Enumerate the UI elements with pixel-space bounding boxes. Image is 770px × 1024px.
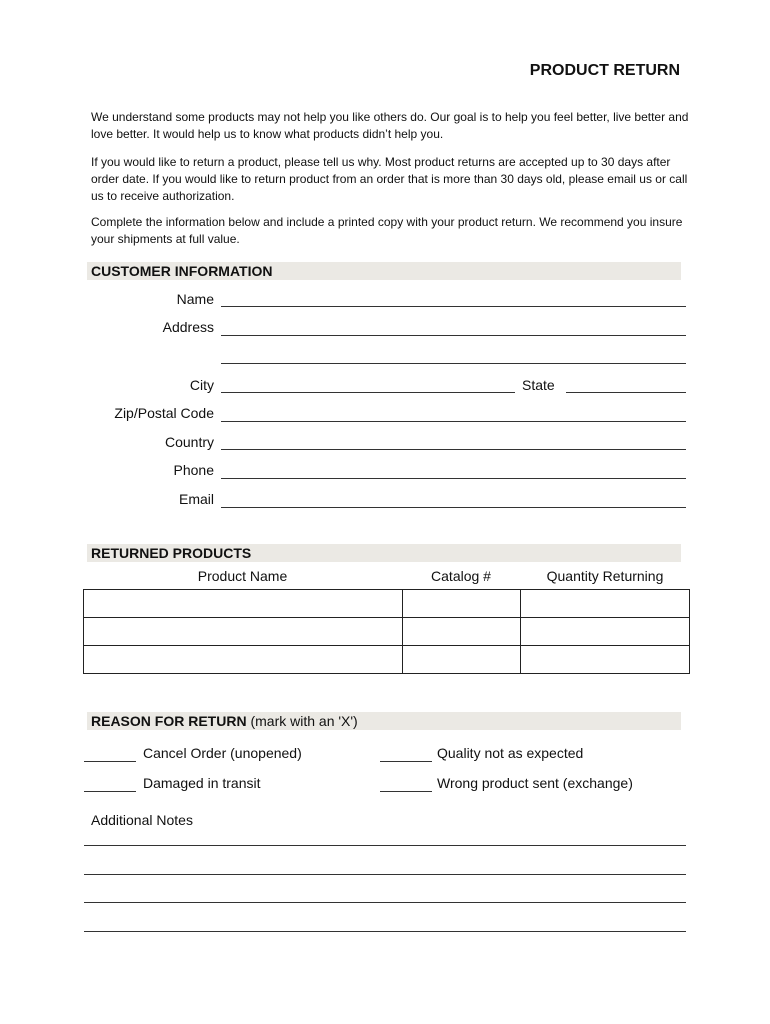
name-field[interactable] — [221, 306, 686, 307]
address-line-1-field[interactable] — [221, 335, 686, 336]
catalog-number-cell[interactable] — [403, 646, 521, 674]
notes-line-3[interactable] — [84, 902, 686, 903]
country-label: Country — [164, 434, 214, 450]
wrong-product-mark-field[interactable] — [380, 791, 432, 792]
product-name-cell[interactable] — [84, 590, 403, 618]
zip-field[interactable] — [221, 421, 686, 422]
name-label: Name — [176, 291, 214, 307]
email-field[interactable] — [221, 507, 686, 508]
products-section-heading: RETURNED PRODUCTS — [91, 545, 252, 561]
quality-label: Quality not as expected — [437, 745, 584, 761]
cancel-order-mark-field[interactable] — [84, 761, 136, 762]
intro-paragraph-3: Complete the information below and include a printed copy with your product return. We recommend you insure your shipments at full value. — [91, 215, 683, 246]
city-label: City — [189, 377, 214, 393]
email-label: Email — [178, 491, 214, 507]
quantity-cell[interactable] — [521, 646, 690, 674]
city-field[interactable] — [221, 392, 515, 393]
table-row — [84, 590, 690, 618]
product-name-cell[interactable] — [84, 646, 403, 674]
reason-heading-text: REASON FOR RETURN — [91, 713, 247, 729]
phone-label: Phone — [173, 462, 214, 478]
quantity-cell[interactable] — [521, 590, 690, 618]
intro-paragraph-1: We understand some products may not help you like others do. Our goal is to help you feel better, live better and love better. It would help us to know what products didn’t help you. — [91, 110, 689, 141]
address-label: Address — [162, 319, 214, 335]
country-field[interactable] — [221, 449, 686, 450]
zip-label: Zip/Postal Code — [114, 405, 214, 421]
additional-notes-label: Additional Notes — [91, 812, 193, 828]
notes-line-4[interactable] — [84, 931, 686, 932]
table-row — [84, 618, 690, 646]
customer-section-heading: CUSTOMER INFORMATION — [91, 263, 273, 279]
product-name-cell[interactable] — [84, 618, 403, 646]
column-header-catalog: Catalog # — [431, 568, 491, 584]
column-header-product-name: Product Name — [197, 568, 288, 584]
column-header-quantity: Quantity Returning — [546, 568, 664, 584]
page-title: PRODUCT RETURN — [529, 62, 680, 79]
phone-field[interactable] — [221, 478, 686, 479]
reason-section-heading — [91, 712, 358, 730]
quality-mark-field[interactable] — [380, 761, 432, 762]
notes-line-2[interactable] — [84, 874, 686, 875]
reason-heading-note: (mark with an 'X') — [250, 713, 358, 729]
state-label: State — [522, 377, 555, 393]
table-row — [84, 646, 690, 674]
address-line-2-field[interactable] — [221, 363, 686, 364]
intro-paragraph-2: If you would like to return a product, please tell us why. Most product returns are accepted up to 30 days after order date. If you would like to return product from an order that is more than 30 days old, please email us or call us to receive authorization. — [91, 155, 688, 203]
state-field[interactable] — [566, 392, 686, 393]
wrong-product-label: Wrong product sent (exchange) — [437, 775, 633, 791]
returned-products-table — [83, 589, 690, 674]
notes-line-1[interactable] — [84, 845, 686, 846]
catalog-number-cell[interactable] — [403, 590, 521, 618]
catalog-number-cell[interactable] — [403, 618, 521, 646]
cancel-order-label: Cancel Order (unopened) — [143, 745, 302, 761]
quantity-cell[interactable] — [521, 618, 690, 646]
damaged-mark-field[interactable] — [84, 791, 136, 792]
damaged-label: Damaged in transit — [143, 775, 261, 791]
